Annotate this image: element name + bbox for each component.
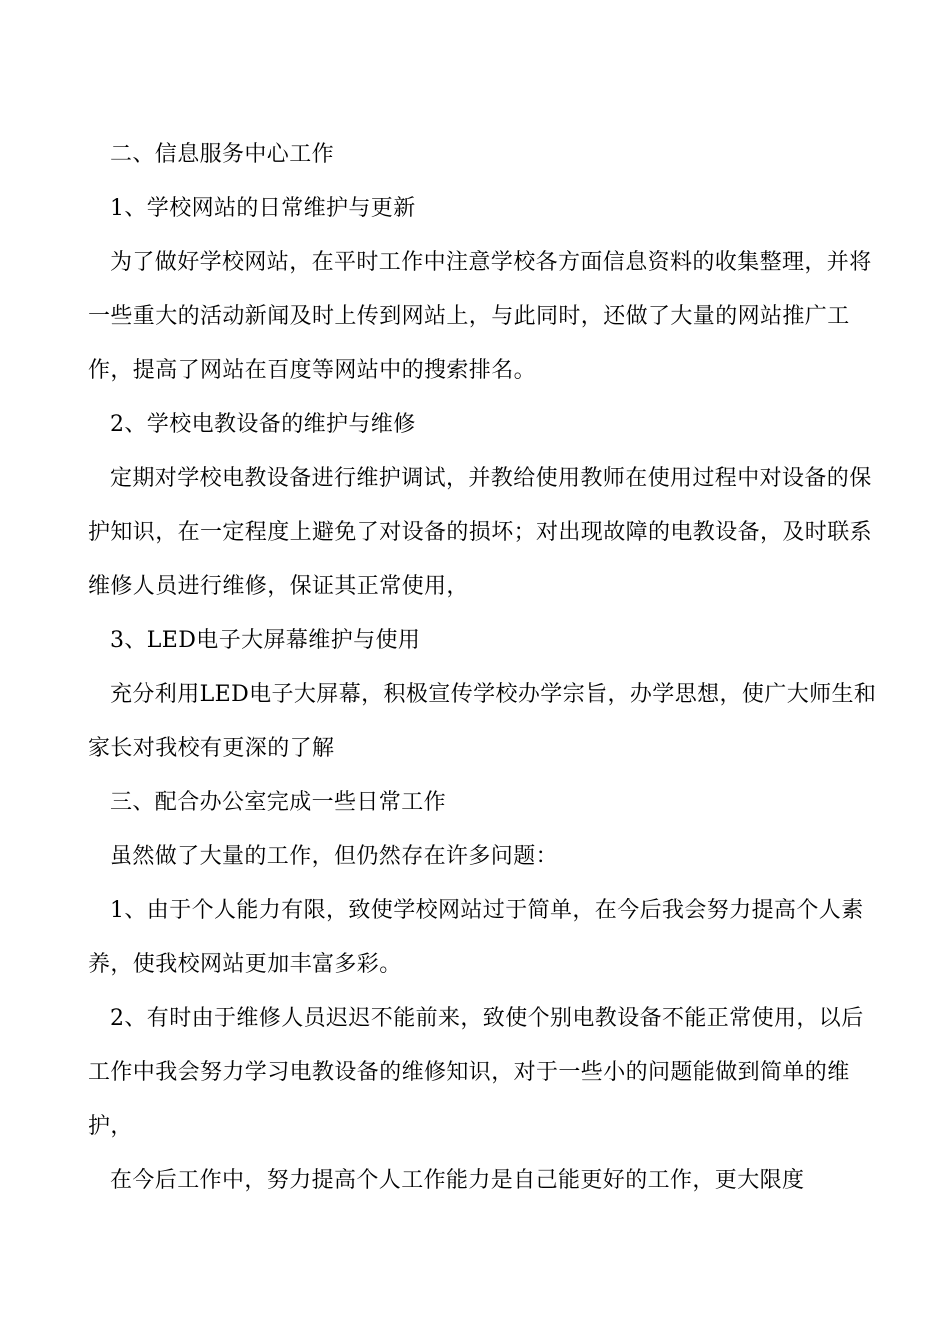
document-body [88, 128, 878, 1208]
paragraph-future-work: 在今后工作中，努力提高个人工作能力是自己能更好的工作，更大限度 [110, 1168, 805, 1193]
paragraph-equipment-maintenance: 定期对学校电教设备进行维护调试，并教给使用教师在使用过程中对设备的保护知识，在一定程度上避免了对设备的损坏；对出现故障的电教设备，及时联系维修人员进行维修，保证其正常使用， [88, 466, 873, 599]
section-heading-info-center: 二、信息服务中心工作 [110, 142, 335, 167]
section-heading-office-work: 三、配合办公室完成一些日常工作 [110, 790, 447, 815]
paragraph-problem-2: 2、有时由于维修人员迟迟不能前来，致使个别电教设备不能正常使用，以后工作中我会努力学习电教设备的维修知识，对于一些小的问题能做到简单的维护， [88, 1006, 864, 1139]
paragraph-problem-1: 1、由于个人能力有限，致使学校网站过于简单，在今后我会努力提高个人素养，使我校网站更加丰富多彩。 [88, 898, 864, 977]
paragraph-led-screen: 充分利用LED电子大屏幕，积极宣传学校办学宗旨，办学思想，使广大师生和家长对我校有更深的了解 [88, 682, 877, 761]
subheading-led-screen: 3、LED电子大屏幕维护与使用 [110, 628, 421, 653]
paragraph-website-maintenance: 为了做好学校网站，在平时工作中注意学校各方面信息资料的收集整理，并将一些重大的活动新闻及时上传到网站上，与此同时，还做了大量的网站推广工作，提高了网站在百度等网站中的搜索排名。 [88, 250, 872, 383]
subheading-equipment-maintenance: 2、学校电教设备的维护与维修 [110, 412, 416, 437]
subheading-website-maintenance: 1、学校网站的日常维护与更新 [110, 196, 416, 221]
paragraph-problems-intro: 虽然做了大量的工作，但仍然存在许多问题： [110, 844, 559, 869]
